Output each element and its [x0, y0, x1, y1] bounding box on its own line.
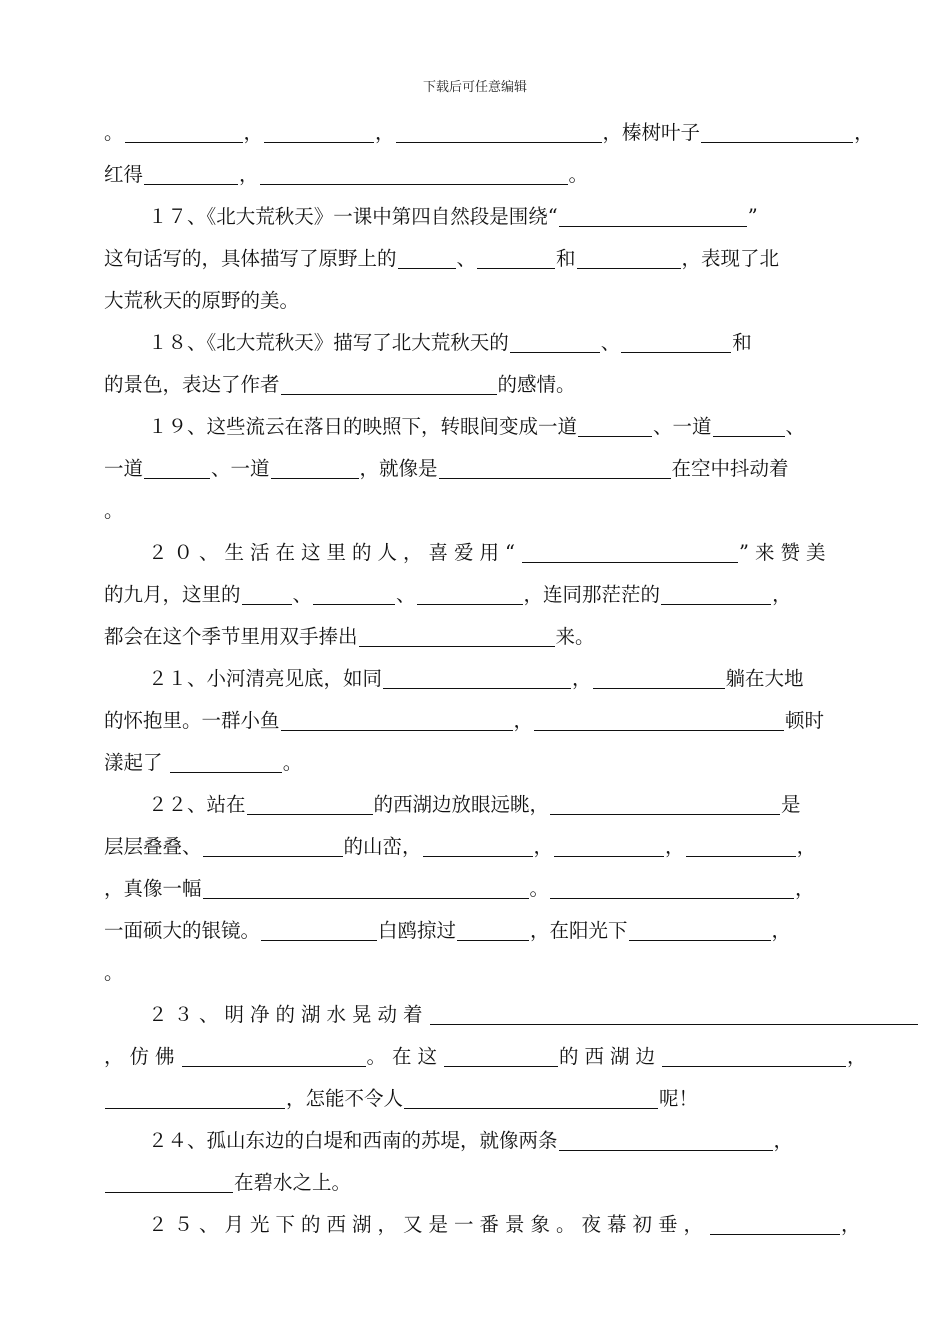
fill-in-blank[interactable]	[144, 162, 238, 185]
line-text: 和	[556, 247, 576, 270]
line-text: 来。	[555, 625, 595, 648]
fill-in-blank[interactable]	[170, 750, 282, 773]
fill-in-blank[interactable]	[510, 330, 600, 353]
line-text: ，	[375, 121, 395, 144]
fill-in-blank[interactable]	[701, 120, 853, 143]
fill-in-blank[interactable]	[710, 1212, 840, 1235]
fill-in-blank[interactable]	[593, 666, 725, 689]
line-text: ，仿佛	[104, 1045, 181, 1068]
line-text: 都会在这个季节里用双手捧出	[104, 625, 358, 648]
text-line	[104, 532, 864, 574]
line-text: ，连同那茫茫的	[523, 583, 661, 606]
text-line	[104, 826, 864, 868]
fill-in-blank[interactable]	[477, 246, 555, 269]
line-text: ，	[773, 1129, 794, 1152]
line-text: ２０、生活在这里的人，喜爱用“	[148, 541, 521, 564]
line-text: 呢！	[659, 1087, 699, 1110]
fill-in-blank[interactable]	[271, 456, 359, 479]
line-text: 。	[568, 163, 589, 186]
fill-in-blank[interactable]	[404, 1086, 658, 1109]
line-text: ，表现了北	[681, 247, 780, 270]
fill-in-blank[interactable]	[554, 834, 664, 857]
line-text: １７、《北大荒秋天》一课中第四自然段是围绕“	[148, 205, 558, 228]
text-line	[104, 112, 874, 154]
fill-in-blank[interactable]	[444, 1044, 558, 1067]
line-text: 、一道	[653, 415, 712, 438]
line-text: ，就像是	[359, 457, 438, 480]
line-text: 、一道	[211, 457, 270, 480]
text-line	[104, 868, 864, 910]
text-line	[104, 1204, 867, 1246]
text-line	[104, 574, 864, 616]
fill-in-blank[interactable]	[550, 876, 794, 899]
fill-in-blank[interactable]	[261, 918, 377, 941]
line-text: 。	[529, 877, 550, 900]
worksheet-body	[104, 112, 874, 1246]
fill-in-blank[interactable]	[359, 624, 555, 647]
text-line	[104, 994, 864, 1036]
fill-in-blank[interactable]	[182, 1044, 366, 1067]
text-line	[104, 910, 864, 952]
line-text: 层层叠叠、	[104, 835, 202, 858]
fill-in-blank[interactable]	[457, 918, 529, 941]
fill-in-blank[interactable]	[203, 834, 343, 857]
line-text: 在碧水之上。	[234, 1171, 352, 1194]
text-line	[104, 1078, 864, 1120]
line-text: 红得	[104, 163, 144, 186]
line-text: ２２、站在	[148, 793, 246, 816]
text-line	[104, 238, 864, 280]
text-line	[104, 742, 864, 784]
line-text: ，	[772, 583, 792, 606]
fill-in-blank[interactable]	[203, 876, 529, 899]
fill-in-blank[interactable]	[430, 1002, 918, 1025]
fill-in-blank[interactable]	[534, 708, 784, 731]
text-line	[104, 952, 864, 994]
line-text: ，	[572, 667, 592, 690]
line-text: 漾起了	[104, 751, 169, 774]
line-text: １９、这些流云在落日的映照下，转眼间变成一道	[148, 415, 578, 438]
line-text: ，	[239, 163, 259, 186]
line-text: ，	[841, 1213, 867, 1236]
fill-in-blank[interactable]	[260, 162, 568, 185]
page-header: 下载后可任意编辑	[422, 80, 527, 95]
line-text: 这句话写的，具体描写了原野上的	[104, 247, 397, 270]
line-text: 。	[104, 961, 124, 984]
text-line	[104, 448, 864, 490]
fill-in-blank[interactable]	[105, 1086, 285, 1109]
text-line	[104, 490, 864, 532]
line-text: 和	[732, 331, 752, 354]
fill-in-blank[interactable]	[686, 834, 796, 857]
fill-in-blank[interactable]	[439, 456, 671, 479]
line-text: 、	[600, 331, 621, 354]
text-line	[104, 1120, 864, 1162]
fill-in-blank[interactable]	[578, 414, 652, 437]
line-text: ，	[854, 121, 874, 144]
fill-in-blank[interactable]	[264, 120, 374, 143]
line-text: ２３、明净的湖水晃动着	[148, 1003, 429, 1026]
fill-in-blank[interactable]	[661, 582, 771, 605]
line-text: ，	[847, 1045, 873, 1068]
fill-in-blank[interactable]	[144, 456, 210, 479]
line-text: ，	[243, 121, 264, 144]
line-text: 大荒秋天的原野的美。	[104, 289, 300, 312]
fill-in-blank[interactable]	[550, 792, 780, 815]
line-text: ，	[795, 877, 815, 900]
text-line	[104, 1036, 873, 1078]
text-line	[104, 784, 864, 826]
line-text: 的景色，表达了作者	[104, 373, 280, 396]
fill-in-blank[interactable]	[417, 582, 523, 605]
fill-in-blank[interactable]	[423, 834, 533, 857]
fill-in-blank[interactable]	[522, 540, 738, 563]
line-text: ，	[513, 709, 534, 732]
fill-in-blank[interactable]	[662, 1044, 846, 1067]
line-text: 、	[785, 415, 806, 438]
fill-in-blank[interactable]	[577, 246, 681, 269]
text-line	[104, 1162, 864, 1204]
text-line	[104, 406, 864, 448]
line-text: 。	[282, 751, 303, 774]
line-text: 、	[396, 583, 416, 606]
line-text: 的山峦，	[343, 835, 422, 858]
text-line	[104, 322, 864, 364]
line-text: 的西湖边	[559, 1045, 662, 1068]
line-text: 白鸥掠过	[378, 919, 457, 942]
text-line	[104, 616, 864, 658]
text-line	[104, 658, 864, 700]
line-text: 在空中抖动着	[671, 457, 789, 480]
fill-in-blank[interactable]	[242, 582, 292, 605]
line-text: 。在这	[366, 1045, 444, 1068]
line-text: 躺在大地	[725, 667, 804, 690]
line-text: ”	[747, 205, 758, 228]
line-text: 的怀抱里。一群小鱼	[104, 709, 280, 732]
line-text: ，	[665, 835, 685, 858]
line-text: ，怎能不令人	[286, 1087, 404, 1110]
line-text: ，在阳光下	[530, 919, 628, 942]
fill-in-blank[interactable]	[398, 246, 456, 269]
line-text: ”来赞美	[738, 541, 832, 564]
fill-in-blank[interactable]	[125, 120, 243, 143]
fill-in-blank[interactable]	[313, 582, 395, 605]
fill-in-blank[interactable]	[629, 918, 771, 941]
fill-in-blank[interactable]	[713, 414, 785, 437]
fill-in-blank[interactable]	[247, 792, 373, 815]
line-text: 的感情。	[497, 373, 576, 396]
line-text: 。	[104, 121, 124, 144]
fill-in-blank[interactable]	[383, 666, 571, 689]
line-text: ，榛树叶子	[602, 121, 701, 144]
line-text: １８、《北大荒秋天》描写了北大荒秋天的	[148, 331, 509, 354]
line-text: ，	[796, 835, 817, 858]
text-line	[104, 154, 864, 196]
line-text: 的西湖边放眼远眺，	[373, 793, 550, 816]
fill-in-blank[interactable]	[621, 330, 731, 353]
line-text: ，	[533, 835, 554, 858]
line-text: 、	[292, 583, 313, 606]
line-text: 。	[104, 499, 124, 522]
text-line	[104, 280, 864, 322]
line-text: 是	[781, 793, 801, 816]
fill-in-blank[interactable]	[396, 120, 602, 143]
fill-in-blank[interactable]	[559, 204, 747, 227]
line-text: 一道	[104, 457, 144, 480]
fill-in-blank[interactable]	[281, 372, 497, 395]
text-line	[104, 196, 864, 238]
line-text: ２５、月光下的西湖，又是一番景象。夜幕初垂，	[148, 1213, 710, 1236]
line-text: 一面硕大的银镜。	[104, 919, 261, 942]
fill-in-blank[interactable]	[105, 1170, 233, 1193]
text-line	[104, 700, 864, 742]
line-text: ，	[771, 919, 792, 942]
line-text: ２４、孤山东边的白堤和西南的苏堤，就像两条	[148, 1129, 558, 1152]
line-text: 顿时	[785, 709, 825, 732]
fill-in-blank[interactable]	[559, 1128, 773, 1151]
line-text: ，真像一幅	[104, 877, 202, 900]
line-text: ２１、小河清亮见底，如同	[148, 667, 383, 690]
line-text: 的九月，这里的	[104, 583, 241, 606]
line-text: 、	[456, 247, 477, 270]
fill-in-blank[interactable]	[281, 708, 513, 731]
text-line	[104, 364, 864, 406]
